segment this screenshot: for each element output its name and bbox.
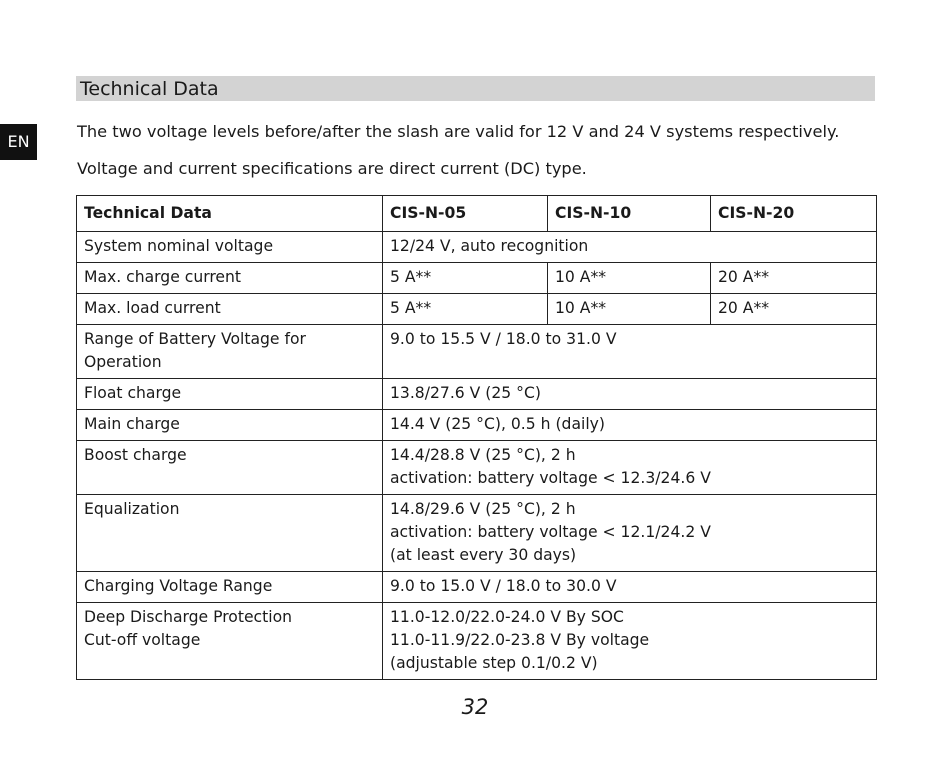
row-label: Max. load current xyxy=(77,294,383,325)
row-value-cis-n-10: 10 A** xyxy=(548,294,711,325)
row-value-cis-n-10: 10 A** xyxy=(548,263,711,294)
header-cis-n-10: CIS-N-10 xyxy=(548,196,711,232)
intro-paragraph-voltage-levels: The two voltage levels before/after the slash are valid for 12 V and 24 V systems respectively. xyxy=(77,122,840,141)
page-number: 32 xyxy=(461,695,489,719)
row-label: Max. charge current xyxy=(77,263,383,294)
table-row xyxy=(77,294,877,325)
row-value: 11.0-12.0/22.0-24.0 V By SOC 11.0-11.9/22.0-23.8 V By voltage (adjustable step 0.1/0.2 V) xyxy=(383,603,877,680)
row-value: 9.0 to 15.5 V / 18.0 to 31.0 V xyxy=(383,325,877,379)
section-title: Technical Data xyxy=(80,78,219,100)
header-cis-n-20: CIS-N-20 xyxy=(711,196,877,232)
intro-paragraph-dc-type: Voltage and current specifications are direct current (DC) type. xyxy=(77,159,587,178)
row-value-cis-n-05: 5 A** xyxy=(383,263,548,294)
table-row xyxy=(77,410,877,441)
row-label: Float charge xyxy=(77,379,383,410)
language-tab: EN xyxy=(0,124,37,160)
row-label: Range of Battery Voltage for Operation xyxy=(77,325,383,379)
header-technical-data: Technical Data xyxy=(77,196,383,232)
row-value: 14.4 V (25 °C), 0.5 h (daily) xyxy=(383,410,877,441)
row-value-cis-n-05: 5 A** xyxy=(383,294,548,325)
section-header xyxy=(76,76,875,101)
row-label: Charging Voltage Range xyxy=(77,572,383,603)
row-label: Boost charge xyxy=(77,441,383,495)
row-value-cis-n-20: 20 A** xyxy=(711,294,877,325)
table-row xyxy=(77,495,877,572)
row-label: Main charge xyxy=(77,410,383,441)
row-value: 13.8/27.6 V (25 °C) xyxy=(383,379,877,410)
row-value-cis-n-20: 20 A** xyxy=(711,263,877,294)
row-label: Equalization xyxy=(77,495,383,572)
table-row xyxy=(77,263,877,294)
row-value: 9.0 to 15.0 V / 18.0 to 30.0 V xyxy=(383,572,877,603)
row-label: Deep Discharge Protection Cut-off voltage xyxy=(77,603,383,680)
table-row xyxy=(77,325,877,379)
table-row xyxy=(77,572,877,603)
table-row xyxy=(77,232,877,263)
row-value: 14.4/28.8 V (25 °C), 2 h activation: battery voltage < 12.3/24.6 V xyxy=(383,441,877,495)
row-label: System nominal voltage xyxy=(77,232,383,263)
row-value: 12/24 V, auto recognition xyxy=(383,232,877,263)
table-row xyxy=(77,441,877,495)
table-header-row xyxy=(77,196,877,232)
row-value: 14.8/29.6 V (25 °C), 2 h activation: battery voltage < 12.1/24.2 V (at least every 30 days) xyxy=(383,495,877,572)
technical-data-table xyxy=(76,195,877,680)
table-row xyxy=(77,603,877,680)
header-cis-n-05: CIS-N-05 xyxy=(383,196,548,232)
table-row xyxy=(77,379,877,410)
